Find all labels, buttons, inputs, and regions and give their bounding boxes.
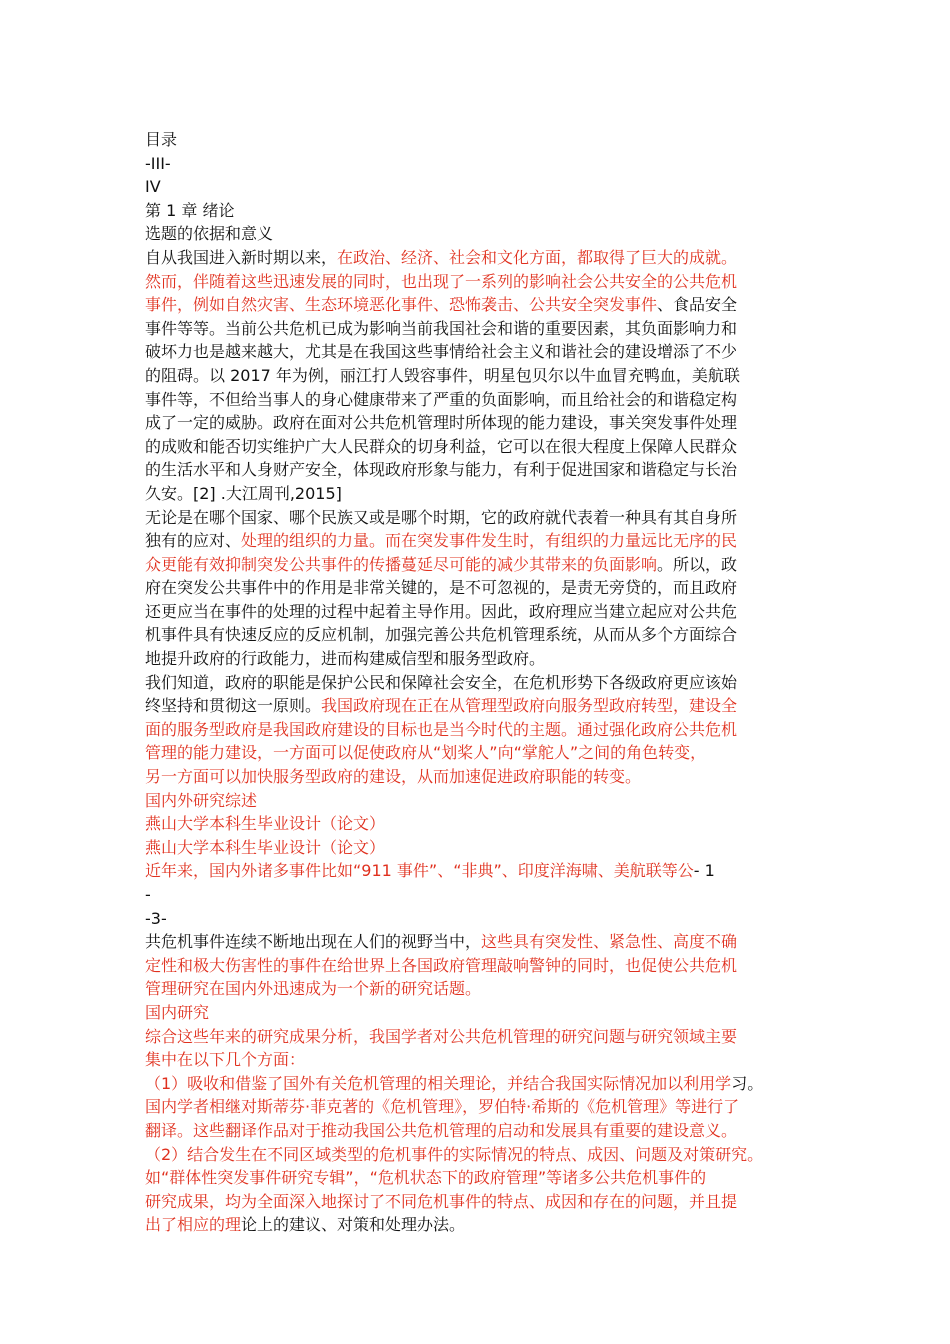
text-line — [145, 364, 805, 388]
text-line — [145, 647, 805, 671]
body-text: 事件等，不但给当事人的身心健康带来了严重的负面影响，而且给社会的和谐稳定构 — [145, 389, 738, 409]
body-text: 还更应当在事件的处理的过程中起着主导作用。因此，政府理应当建立起应对公共危 — [145, 601, 738, 621]
text-line — [145, 1166, 805, 1190]
body-text: 我们知道，政府的职能是保护公民和保障社会安全，在危机形势下各级政府更应该始 — [145, 672, 738, 692]
body-text: 无论是在哪个国家、哪个民族又或是哪个时期，它的政府就代表着一种具有其自身所 — [145, 507, 738, 527]
text-line — [145, 1213, 805, 1237]
text-line — [145, 411, 805, 435]
text-line — [145, 270, 805, 294]
body-text: 。所以，政 — [657, 554, 738, 574]
body-text: 目录 — [145, 130, 178, 149]
text-line — [145, 435, 805, 459]
highlighted-text: 国内外研究综述 — [145, 790, 258, 810]
text-line — [145, 529, 805, 553]
body-text: 久安。[2] .大江周刊,2015] — [145, 483, 342, 503]
body-text: - 1 — [693, 861, 715, 881]
highlighted-text: 管理的能力建设，一方面可以促使政府从“划桨人”向“掌舵人”之间的角色转变， — [145, 743, 707, 763]
text-line — [145, 222, 805, 246]
highlighted-text: 另一方面可以加快服务型政府的建设，从而加速促进政府职能的转变。 — [145, 767, 642, 787]
highlighted-text: 集中在以下几个方面： — [145, 1050, 306, 1070]
text-line — [145, 789, 805, 813]
body-text: 共危机事件连续不断地出现在人们的视野当中， — [145, 932, 482, 952]
text-line — [145, 175, 805, 199]
body-text: 破坏力也是越来越大，尤其是在我国这些事情给社会主义和谐社会的建设增添了不少 — [145, 342, 738, 362]
highlighted-text: 面的服务型政府是我国政府建设的目标也是当今时代的主题。通过强化政府公共危机 — [145, 719, 738, 739]
text-line — [145, 246, 805, 270]
highlighted-text: 这些具有突发性、紧急性、高度不确 — [481, 932, 738, 952]
text-line — [145, 977, 805, 1001]
text-line — [145, 1001, 805, 1025]
highlighted-text: 国内研究 — [145, 1002, 210, 1022]
highlighted-text: （1）吸收和借鉴了国外有关危机管理的相关理论，并结合我国实际情况加以利用学 — [145, 1073, 732, 1093]
text-line — [145, 954, 805, 978]
text-line — [145, 293, 805, 317]
text-line — [145, 576, 805, 600]
text-line — [145, 1072, 805, 1096]
body-text: 选题的依据和意义 — [145, 224, 274, 244]
highlighted-text: 燕山大学本科生毕业设计（论文） — [145, 814, 386, 834]
body-text: 的成败和能否切实维护广大人民群众的切身利益，它可以在很大程度上保障人民群众 — [145, 436, 738, 456]
body-text: -3- — [145, 908, 167, 928]
text-line — [145, 1025, 805, 1049]
text-line — [145, 317, 805, 341]
text-line — [145, 1048, 805, 1072]
text-line — [145, 482, 805, 506]
body-text: 独有的应对、 — [145, 531, 242, 551]
highlighted-text: 出了相应的理 — [145, 1215, 242, 1235]
highlighted-text: 燕山大学本科生毕业设计（论文） — [145, 837, 386, 857]
text-line — [145, 765, 805, 789]
text-line — [145, 506, 805, 530]
highlighted-text: 综合这些年来的研究成果分析，我国学者对公共危机管理的研究问题与研究领域主要 — [145, 1026, 738, 1046]
body-text: 终坚持和贯彻这一原则。 — [145, 696, 322, 716]
text-line — [145, 671, 805, 695]
body-text: 的生活水平和人身财产安全，体现政府形象与能力，有利于促进国家和谐稳定与长治 — [145, 460, 738, 480]
body-text: 成了一定的威胁。政府在面对公共危机管理时所体现的能力建设，事关突发事件处理 — [145, 413, 738, 433]
body-text: 习。 — [731, 1073, 764, 1093]
highlighted-text: 如“群体性突发事件研究专辑”，“危机状态下的政府管理”等诸多公共危机事件的 — [145, 1168, 707, 1188]
text-line — [145, 553, 805, 577]
text-line — [145, 340, 805, 364]
text-line — [145, 694, 805, 718]
text-line — [145, 718, 805, 742]
text-line — [145, 388, 805, 412]
highlighted-text: 定性和极大伤害性的事件在给世界上各国政府管理敲响警钟的同时，也促使公共危机 — [145, 955, 738, 975]
body-text: -III- — [145, 153, 171, 173]
body-text: - — [145, 885, 151, 904]
highlighted-text: 在政治、经济、社会和文化方面，都取得了巨大的成就。 — [337, 247, 738, 267]
text-line — [145, 458, 805, 482]
highlighted-text: 管理研究在国内外迅速成为一个新的研究话题。 — [145, 979, 482, 999]
body-text: 论上的建议、对策和处理办法。 — [241, 1215, 466, 1235]
highlighted-text: 处理的组织的力量。而在突发事件发生时，有组织的力量远比无序的民 — [241, 531, 738, 551]
text-line — [145, 600, 805, 624]
body-text: 地提升政府的行政能力，进而构建威信型和服务型政府。 — [145, 649, 546, 669]
highlighted-text: 国内学者相继对斯蒂芬·菲克著的《危机管理》，罗伯特·希斯的《危机管理》等进行了 — [145, 1097, 740, 1117]
text-line — [145, 1119, 805, 1143]
body-text: 第 1 章 绪论 — [145, 200, 235, 220]
text-line — [145, 128, 805, 152]
body-text: 机事件具有快速反应的反应机制，加强完善公共危机管理系统，从而从多个方面综合 — [145, 625, 738, 645]
body-text: IV — [145, 177, 161, 197]
highlighted-text: 事件，例如自然灾害、生态环境恶化事件、恐怖袭击、公共安全突发事件 — [145, 295, 658, 315]
text-line — [145, 741, 805, 765]
text-line — [145, 1190, 805, 1214]
text-line — [145, 152, 805, 176]
text-line — [145, 199, 805, 223]
highlighted-text: 然而，伴随着这些迅速发展的同时，也出现了一系列的影响社会公共安全的公共危机 — [145, 271, 738, 291]
text-line — [145, 1095, 805, 1119]
text-line — [145, 883, 805, 907]
text-line — [145, 1143, 805, 1167]
highlighted-text: 研究成果，均为全面深入地探讨了不同危机事件的特点、成因和存在的问题，并且提 — [145, 1191, 738, 1211]
highlighted-text: 翻译。这些翻译作品对于推动我国公共危机管理的启动和发展具有重要的建设意义。 — [145, 1120, 738, 1140]
text-line — [145, 812, 805, 836]
highlighted-text: 众更能有效抑制突发公共事件的传播蔓延尽可能的减少其带来的负面影响 — [145, 554, 658, 574]
text-line — [145, 836, 805, 860]
text-line — [145, 907, 805, 931]
highlighted-text: 近年来，国内外诸多事件比如“911 事件”、“非典”、印度洋海啸、美航联等公 — [145, 861, 694, 881]
body-text: 、食品安全 — [657, 295, 738, 315]
text-line — [145, 930, 805, 954]
body-text: 事件等等。当前公共危机已成为影响当前我国社会和谐的重要因素，其负面影响力和 — [145, 318, 738, 338]
highlighted-text: 我国政府现在正在从管理型政府向服务型政府转型，建设全 — [321, 696, 738, 716]
body-text: 自从我国进入新时期以来， — [145, 247, 338, 267]
body-text: 府在突发公共事件中的作用是非常关键的，是不可忽视的，是责无旁贷的，而且政府 — [145, 578, 738, 598]
document-page — [145, 128, 805, 1237]
text-line — [145, 623, 805, 647]
highlighted-text: （2）结合发生在不同区域类型的危机事件的实际情况的特点、成因、问题及对策研究。 — [145, 1144, 764, 1164]
text-line — [145, 859, 805, 883]
body-text: 的阻碍。以 2017 年为例，丽江打人毁容事件，明星包贝尔以牛血冒充鸭血，美航联 — [145, 365, 740, 385]
